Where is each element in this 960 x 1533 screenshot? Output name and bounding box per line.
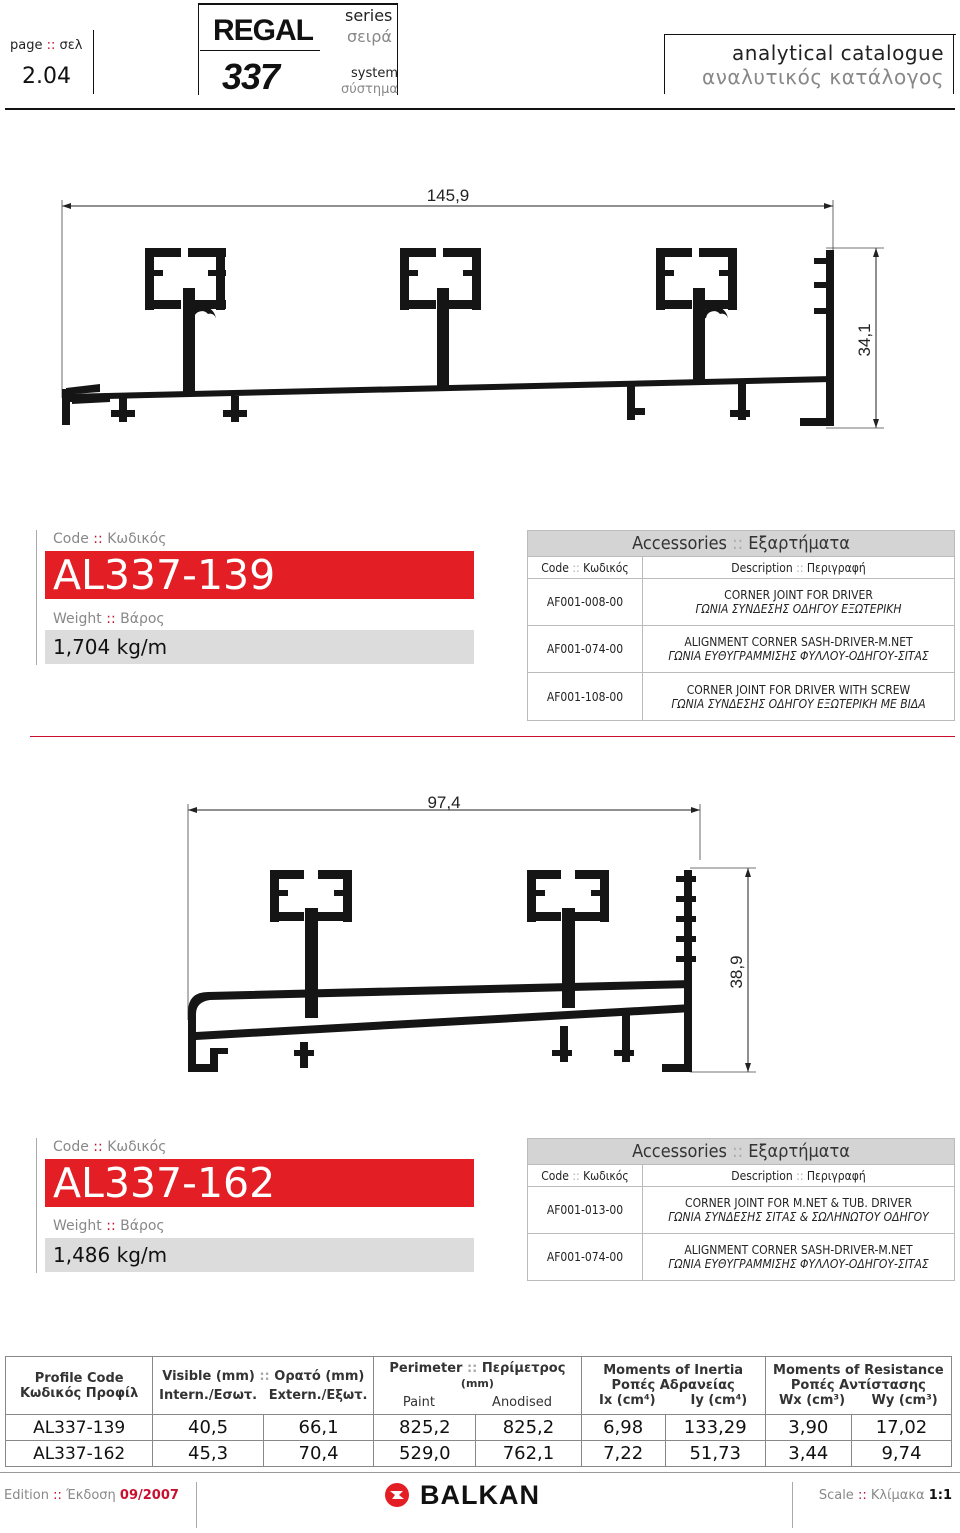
divider [93,30,94,94]
table-row [528,1234,955,1281]
accessory-code: AF001-074-00 [528,626,643,673]
scale-label-en: Scale [818,1488,854,1503]
accessories-table [527,530,955,721]
profile-weight: 1,486 kg/m [45,1238,474,1272]
header-wx: Wx (cm³) [778,1393,846,1408]
header-perimeter-gr: Περίμετρος [481,1361,566,1376]
code-label-en: Code [53,1139,89,1155]
header-ix: Ix (cm⁴) [599,1393,656,1408]
brand-logo-regal: REGAL [213,14,313,47]
description-en: ALIGNMENT CORNER SASH-DRIVER-M.NET [684,635,913,649]
profile-code: AL337-139 [45,551,474,599]
header-rule [5,108,955,110]
profile-code: AL337-162 [45,1159,474,1207]
description-en: CORNER JOINT FOR DRIVER WITH SCREW [686,682,911,697]
cell-ix: 7,22 [581,1441,665,1467]
cell-code: AL337-162 [6,1441,153,1467]
profile-shape [62,248,834,426]
header-inertia [581,1357,765,1415]
catalogue-title: analytical catalogue [732,41,944,65]
header-visible-gr: Ορατό (mm) [274,1368,365,1384]
system-label: system [351,66,398,81]
header-anodised: Anodised [492,1395,553,1410]
accessories-table [527,1138,955,1281]
header-visible-en: Visible (mm) [162,1368,255,1384]
section-rule [30,736,955,737]
description-gr: ΓΩΝΙΑ ΕΥΘΥΓΡΑΜΜΙΣΗΣ ΦΥΛΛΟΥ-ΟΔΗΓΟΥ-ΣΙΤΑΣ [668,1257,929,1271]
header-resistance [765,1357,951,1415]
cell-anodised: 762,1 [476,1441,581,1467]
weight-label-en: Weight [53,1218,102,1234]
header-inertia-en: Moments of Inertia [603,1363,744,1378]
header-perimeter: Perimeter :: Περίμετρος (mm) Paint Anodised [374,1357,581,1415]
accessory-code: AF001-074-00 [528,1234,643,1281]
col-code-en: Code [541,560,569,575]
divider [198,3,398,5]
code-label [53,531,166,547]
balkan-logo-icon [384,1482,412,1508]
properties-table [5,1356,952,1467]
divider [664,34,665,94]
weight-label-gr: Βάρος [120,1218,165,1234]
cell-iy: 51,73 [665,1441,765,1467]
code-label [53,1139,166,1155]
description-en: ALIGNMENT CORNER SASH-DRIVER-M.NET [684,1243,913,1257]
table-row [6,1415,952,1441]
accessories-title-gr: Εξαρτήματα [748,1141,850,1162]
profile-shape [188,870,696,1072]
weight-label [53,611,165,627]
divider [200,50,320,51]
scale-value: 1:1 [928,1488,952,1503]
header-resistance-gr: Ροπές Αντίστασης [790,1378,926,1393]
header-profile-code-en: Profile Code [34,1370,124,1386]
page-label-en: page [10,38,43,53]
profile-drawing-al337-139 [0,170,960,440]
col-code: Code :: Κωδικός [528,1165,643,1187]
code-label-en: Code [53,531,89,547]
divider [198,3,199,95]
separator: :: [106,611,116,627]
cell-wx: 3,90 [765,1415,851,1441]
header-perimeter-en: Perimeter [389,1361,463,1376]
scale-label-gr: Κλίμακα [870,1488,925,1503]
system-logo-337: 337 [222,56,280,97]
col-desc-en: Description [731,560,793,575]
footer-rule [0,1472,960,1473]
brand-logo-balkan: BALKAN [420,1480,540,1510]
divider [953,34,954,94]
accessory-code: AF001-013-00 [528,1187,643,1234]
divider [36,1138,37,1273]
col-desc-gr: Περιγραφή [806,560,866,575]
accessories-title: Accessories :: Εξαρτήματα [528,531,955,557]
divider [792,1482,793,1528]
edition: Edition :: Έκδοση 09/2007 [4,1488,179,1503]
header-extern: Extern./Εξωτ. [268,1387,368,1403]
profile-drawing-al337-162 [0,780,960,1080]
page-number: 2.04 [22,64,71,89]
accessory-description [643,1187,955,1234]
cell-anodised: 825,2 [476,1415,581,1441]
accessory-description [643,626,955,673]
description-gr: ΓΩΝΙΑ ΣΥΝΔΕΣΗΣ ΣΙΤΑΣ & ΣΩΛΗΝΩΤΟΥ ΟΔΗΓΟΥ [668,1210,929,1224]
description-en: CORNER JOINT FOR M.NET & TUB. DRIVER [685,1196,912,1210]
description-gr: ΓΩΝΙΑ ΣΥΝΔΕΣΗΣ ΟΔΗΓΟΥ ΕΞΩΤΕΡΙΚΗ [695,602,902,616]
accessory-description [643,673,955,721]
description-gr: ΓΩΝΙΑ ΕΥΘΥΓΡΑΜΜΙΣΗΣ ΦΥΛΛΟΥ-ΟΔΗΓΟΥ-ΣΙΤΑΣ [668,649,929,663]
dimension-height-label: 38,9 [727,955,746,989]
weight-label-en: Weight [53,611,102,627]
table-row [528,673,955,721]
code-label-gr: Κωδικός [107,531,167,547]
accessory-description [643,579,955,626]
col-desc-gr: Περιγραφή [806,1168,866,1183]
accessories-title-gr: Εξαρτήματα [748,533,850,554]
col-description: Description :: Περιγραφή [643,1165,955,1187]
cell-intern: 45,3 [153,1441,263,1467]
edition-label-en: Edition [4,1488,49,1503]
code-label-gr: Κωδικός [107,1139,167,1155]
table-row [6,1441,952,1467]
scale: Scale :: Κλίμακα 1:1 [818,1488,952,1503]
col-desc-en: Description [731,1168,793,1183]
table-row [528,1187,955,1234]
header-wy: Wy (cm³) [871,1393,938,1408]
description-gr: ΓΩΝΙΑ ΣΥΝΔΕΣΗΣ ΟΔΗΓΟΥ ΕΞΩΤΕΡΙΚΗ ΜΕ ΒΙΔΑ [671,696,926,711]
col-code-en: Code [541,1168,569,1183]
cell-iy: 133,29 [665,1415,765,1441]
col-code: Code :: Κωδικός [528,557,643,579]
header-paint: Paint [402,1395,435,1410]
accessory-code: AF001-108-00 [528,673,643,721]
header-resistance-en: Moments of Resistance [773,1363,944,1378]
cell-wy: 9,74 [851,1441,951,1467]
accessories-title-en: Accessories [632,533,727,554]
series-label: series [345,6,393,25]
col-description: Description :: Περιγραφή [643,557,955,579]
divider [664,34,956,35]
cell-paint: 529,0 [374,1441,476,1467]
cell-extern: 70,4 [263,1441,373,1467]
cell-ix: 6,98 [581,1415,665,1441]
dimension-width-label: 97,4 [427,793,461,812]
accessories-title: Accessories :: Εξαρτήματα [528,1139,955,1165]
page-label-gr: σελ [59,38,83,53]
cell-intern: 40,5 [153,1415,263,1441]
col-code-gr: Κωδικός [583,1168,629,1183]
accessories-title-en: Accessories [632,1141,727,1162]
edition-label-gr: Έκδοση [66,1488,116,1503]
separator: :: [106,1218,116,1234]
dimension-width-label: 145,9 [426,186,470,205]
weight-label-gr: Βάρος [120,611,165,627]
description-en: CORNER JOINT FOR DRIVER [724,588,873,602]
header-iy: Iy (cm⁴) [690,1393,748,1408]
header-perimeter-unit: (mm) [460,1377,494,1390]
cell-wx: 3,44 [765,1441,851,1467]
weight-label [53,1218,165,1234]
divider [196,1482,197,1528]
profile-weight: 1,704 kg/m [45,630,474,664]
header-profile-code [6,1357,153,1415]
separator: :: [93,531,103,547]
col-code-gr: Κωδικός [583,560,629,575]
dimension-height-label: 34,1 [855,323,874,357]
header-intern: Intern./Εσωτ. [159,1387,258,1403]
system-label-gr: σύστημα [341,82,398,97]
header-visible: Visible (mm) :: Ορατό (mm) Intern./Εσωτ. Extern./Εξωτ. [153,1357,374,1415]
series-label-gr: σειρά [347,27,392,46]
cell-wy: 17,02 [851,1415,951,1441]
cell-extern: 66,1 [263,1415,373,1441]
separator: :: [46,38,56,53]
table-row [528,626,955,673]
divider [36,530,37,665]
catalogue-title-gr: αναλυτικός κατάλογος [702,65,944,89]
cell-code: AL337-139 [6,1415,153,1441]
cell-paint: 825,2 [374,1415,476,1441]
accessory-description [643,1234,955,1281]
accessory-code: AF001-008-00 [528,579,643,626]
page-label [10,38,82,53]
header-profile-code-gr: Κωδικός Προφίλ [19,1385,139,1401]
table-row [528,579,955,626]
edition-value: 09/2007 [119,1488,179,1503]
separator: :: [93,1139,103,1155]
header-inertia-gr: Ροπές Αδρανείας [611,1378,735,1393]
